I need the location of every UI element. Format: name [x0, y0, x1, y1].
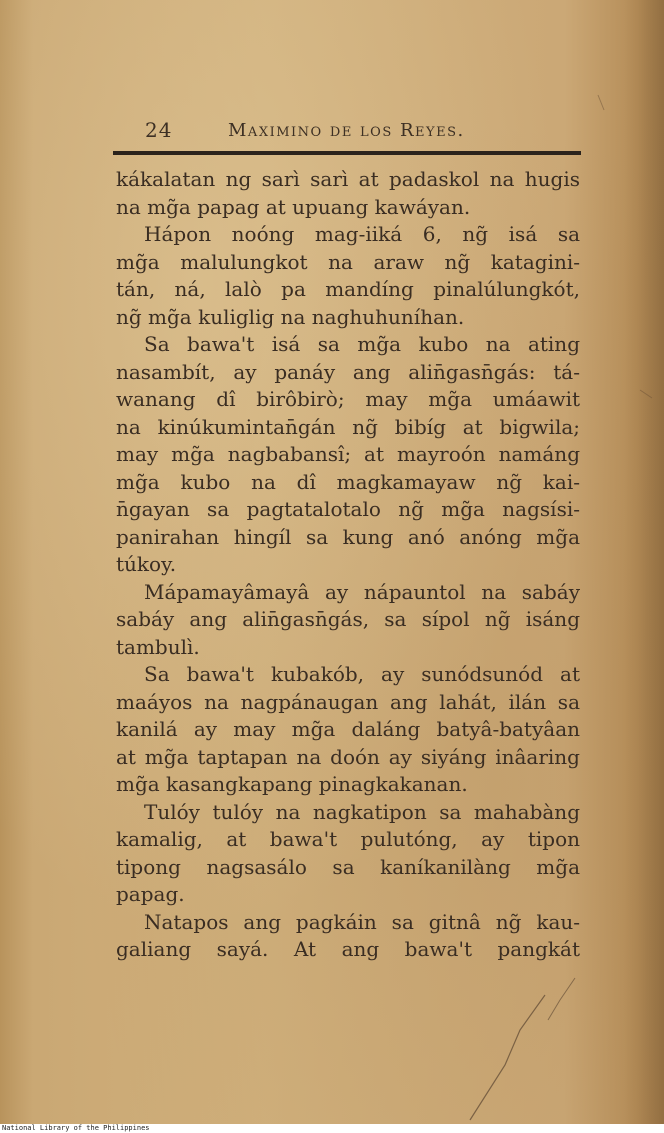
text-line: galiang sayá. At ang bawa't pangkát [116, 937, 580, 961]
text-line: Hápon noóng mag-iiká 6, ng̃ isá sa [144, 222, 580, 246]
text-line: túkoy. [116, 552, 177, 576]
text-line: tán, ná, lalò pa mandíng pinalúlungkót, [116, 277, 580, 301]
text-line: Mápamayâmayâ ay nápauntol na sabáy [144, 579, 580, 604]
text-line: na kinúkumintan̄gán ng̃ bibíg at bigwila; [116, 414, 580, 439]
text-line: kanilá ay may mg̃a daláng batyâ-batyâan [116, 717, 580, 741]
text-line: mg̃a kubo na dî magkamayaw ng̃ kai- [116, 469, 580, 494]
text-line: Natapos ang pagkáin sa gitnâ ng̃ kau- [144, 909, 580, 934]
text-line: n̄gayan sa pagtatalotalo ng̃ mg̃a nagsísi- [116, 497, 580, 521]
text-line: may mg̃a nagbabansî; at mayroón namáng [116, 442, 580, 466]
text-line: nasambít, ay panáy ang alin̄gasn̄gás: tá- [116, 359, 580, 384]
page-number: 24 [145, 118, 173, 142]
text-line: ng̃ mg̃a kuliglig na naghuhuníhan. [116, 304, 465, 329]
text-line: tambulì. [116, 634, 200, 659]
text-line: at mg̃a taptapan na doón ay siyáng inâaring [116, 744, 580, 769]
running-head: Maximino de los Reyes. [228, 120, 465, 141]
header-rule [113, 151, 581, 155]
text-line: tipong nagsasálo sa kaníkanilàng mg̃a [116, 854, 580, 879]
text-line: Tulóy tulóy na nagkatipon sa mahabàng [144, 799, 580, 824]
text-line: panirahan hingíl sa kung anó anóng mg̃a [116, 524, 580, 549]
text-line: maáyos na nagpánaugan ang lahát, ilán sa [116, 689, 580, 714]
text-line: kákalatan ng sarì sarì at padaskol na hugis [116, 167, 580, 191]
text-line: Sa bawa't isá sa mg̃a kubo na ating [144, 332, 580, 356]
text-line: sabáy ang alin̄gasn̄gás, sa sípol ng̃ isáng [116, 607, 580, 631]
text-line: wanang dî birôbirò; may mg̃a umáawit [116, 387, 580, 411]
text-line: mg̃a malulungkot na araw ng̃ katagini- [116, 249, 580, 274]
page-header [140, 118, 580, 148]
text-line: papag. [116, 882, 185, 906]
body-text [116, 166, 580, 964]
scan-credit: National Library of the Philippines [2, 1124, 150, 1132]
text-line: na mg̃a papag at upuang kawáyan. [116, 194, 471, 219]
text-line: Sa bawa't kubakób, ay sunódsunód at [144, 662, 580, 686]
text-line: mg̃a kasangkapang pinagkakanan. [116, 772, 468, 796]
text-line: kamalig, at bawa't pulutóng, ay tipon [116, 827, 580, 851]
